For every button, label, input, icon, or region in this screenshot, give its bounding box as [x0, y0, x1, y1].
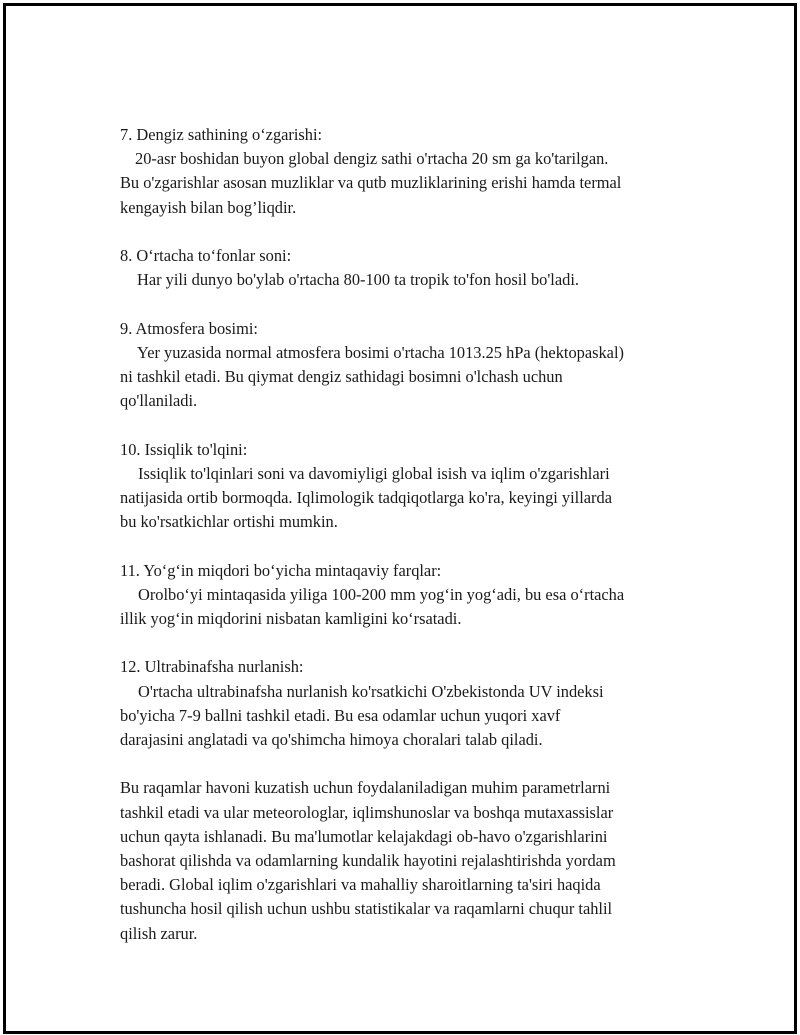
section-heading: 7. Dengiz sathining o‘zgarishi:: [120, 125, 323, 144]
section-line: ni tashkil etadi. Bu qiymat dengiz sathidagi bosimni o'lchash uchun: [120, 367, 563, 386]
section-line: natijasida ortib bormoqda. Iqlimologik tadqiqotlarga ko'ra, keyingi yillarda: [120, 488, 612, 507]
section-line: darajasini anglatadi va qo'shimcha himoya choralari talab qiladi.: [120, 730, 543, 749]
section-heading: 10. Issiqlik to'lqini:: [120, 439, 248, 459]
conclusion-line: uchun qayta ishlanadi. Bu ma'lumotlar kelajakdagi ob-havo o'zgarishlarini: [120, 826, 608, 846]
conclusion-paragraph: [120, 776, 710, 945]
conclusion-line: tashkil etadi va ular meteorologlar, iqlimshunoslar va boshqa mutaxassislar: [120, 802, 614, 822]
section-uv: [120, 655, 710, 752]
section-precipitation: [120, 559, 710, 632]
page-border: [3, 3, 797, 1034]
section-line: illik yog‘in miqdorini nisbatan kamligini ko‘rsatadi.: [120, 609, 462, 628]
section-heading: 9. Atmosfera bosimi:: [120, 318, 258, 338]
section-heading: 11. Yo‘g‘in miqdori bo‘yicha mintaqaviy farqlar:: [120, 560, 442, 580]
conclusion-line: qilish zarur.: [120, 923, 198, 943]
section-heatwave: [120, 438, 710, 535]
conclusion-line: tushuncha hosil qilish uchun ushbu statistikalar va raqamlarni chuqur tahlil: [120, 899, 613, 919]
conclusion-line: bashorat qilishda va odamlarning kundalik hayotini rejalashtirishda yordam: [120, 851, 616, 870]
section-line: kengayish bilan bog’liqdir.: [120, 197, 297, 217]
section-line: bu ko'rsatkichlar ortishi mumkin.: [120, 512, 338, 532]
section-storms: [120, 244, 710, 292]
section-heading: 12. Ultrabinafsha nurlanish:: [120, 657, 304, 677]
section-heading: 8. O‘rtacha to‘fonlar soni:: [120, 246, 292, 265]
document-body: [120, 123, 710, 970]
section-line: 20-asr boshidan buyon global dengiz sathi o'rtacha 20 sm ga ko'tarilgan.: [135, 149, 609, 169]
section-line: Yer yuzasida normal atmosfera bosimi o'rtacha 1013.25 hPa (hektopaskal): [137, 342, 624, 362]
section-line: Orolbo‘yi mintaqasida yiliga 100-200 mm yog‘in yog‘adi, bu esa o‘rtacha: [138, 584, 625, 604]
section-line: bo'yicha 7-9 ballni tashkil etadi. Bu esa odamlar uchun yuqori xavf: [120, 705, 561, 725]
section-line: Issiqlik to'lqinlari soni va davomiyligi global isish va iqlim o'zgarishlari: [138, 463, 610, 483]
section-line: O'rtacha ultrabinafsha nurlanish ko'rsatkichi O'zbekistonda UV indeksi: [138, 681, 604, 701]
section-pressure: [120, 317, 710, 414]
conclusion-line: Bu raqamlar havoni kuzatish uchun foydalaniladigan muhim parametrlarni: [120, 778, 611, 798]
conclusion-line: beradi. Global iqlim o'zgarishlari va mahalliy sharoitlarning ta'siri haqida: [120, 875, 601, 895]
section-line: Bu o'zgarishlar asosan muzliklar va qutb muzliklarining erishi hamda termal: [120, 173, 622, 193]
section-line: qo'llaniladi.: [120, 391, 198, 411]
section-line: Har yili dunyo bo'ylab o'rtacha 80-100 ta tropik to'fon hosil bo'ladi.: [137, 270, 579, 290]
section-sea-level: [120, 123, 710, 220]
